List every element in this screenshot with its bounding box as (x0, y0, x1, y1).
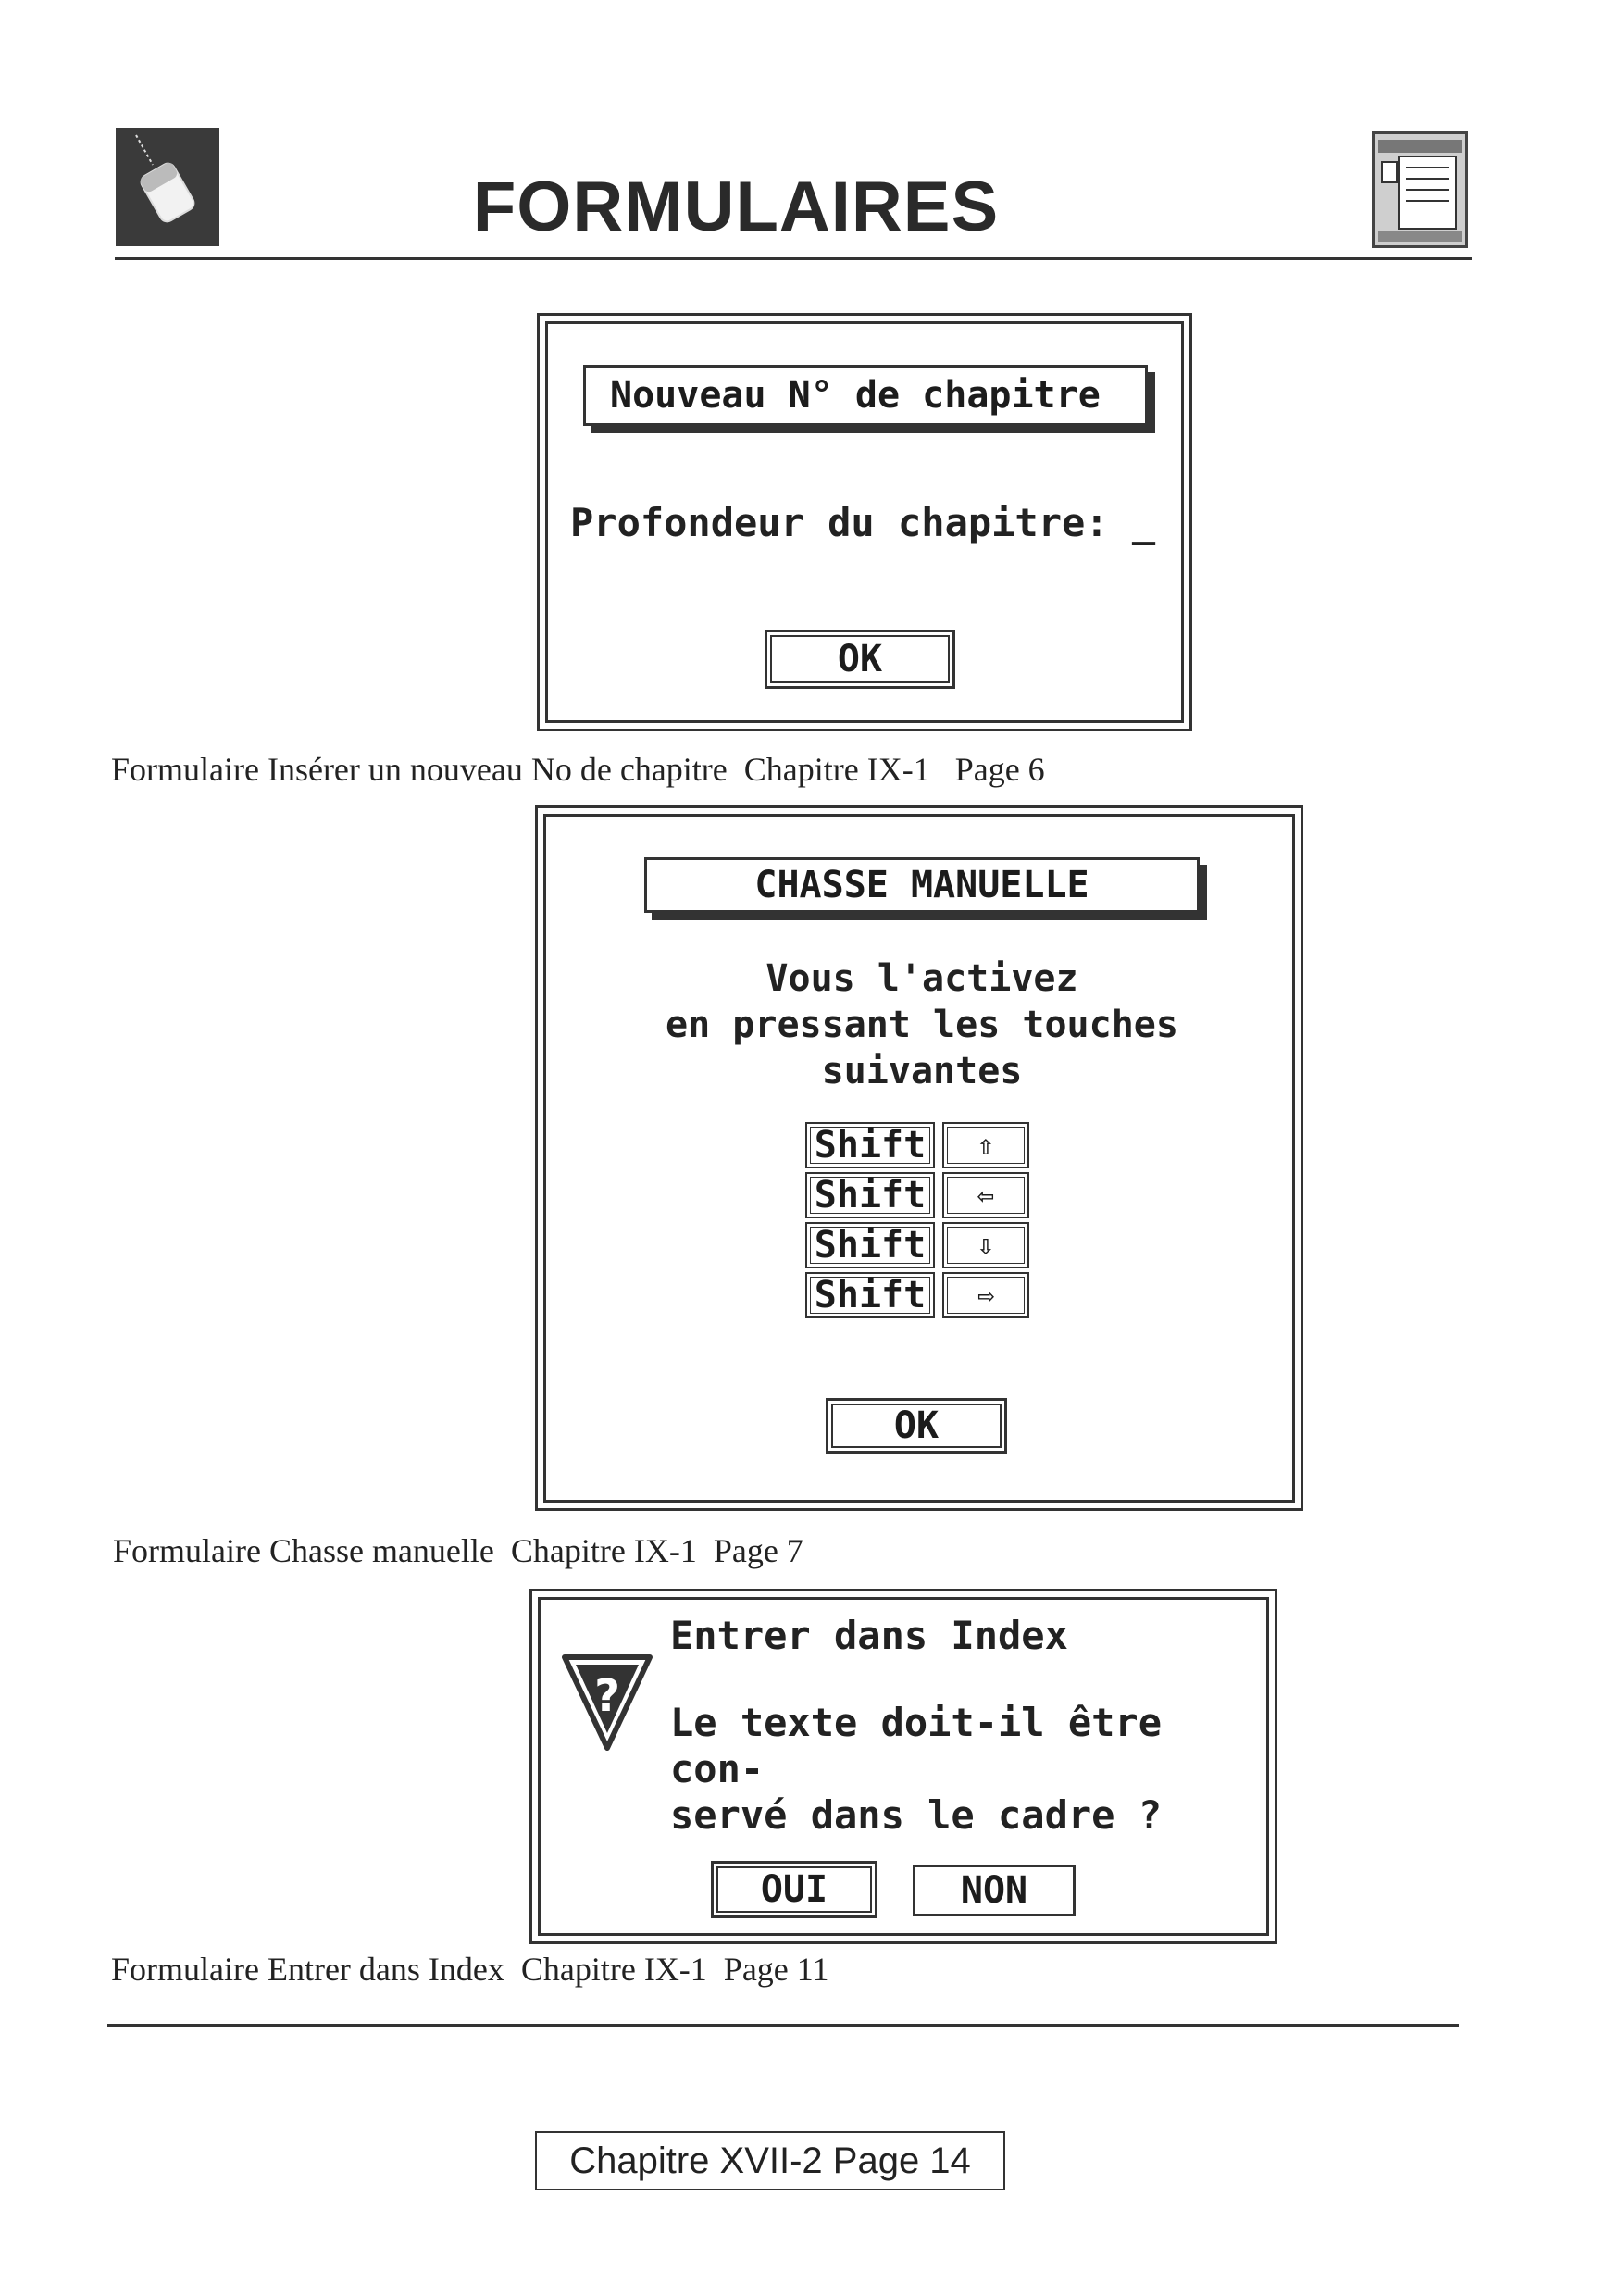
manual-kerning-dialog (535, 805, 1303, 1511)
ok-button[interactable]: OK (826, 1398, 1007, 1454)
footer-rule (107, 2024, 1459, 2027)
dialog-inner-frame (543, 814, 1295, 1503)
caption-dialog-2: Formulaire Chasse manuelle Chapitre IX-1 Page 7 (113, 1532, 803, 1569)
arrow-down-icon: ⇩ (942, 1222, 1029, 1268)
instruction-text (546, 955, 1298, 1094)
message-line: servé dans le cadre ? (670, 1792, 1163, 1838)
caption-dialog-1: Formulaire Insérer un nouveau No de chapitre Chapitre IX-1 Page 6 (111, 751, 1045, 788)
header-rule (115, 257, 1472, 260)
screen-logo (1372, 131, 1468, 248)
shift-key: Shift (805, 1172, 935, 1218)
shift-key: Shift (805, 1122, 935, 1168)
screen-thumbnail-icon (1375, 134, 1465, 245)
question-triangle-icon (561, 1652, 653, 1755)
dialog-inner-frame (545, 321, 1184, 723)
chapter-depth-field[interactable]: Profondeur du chapitre: _ (570, 500, 1156, 545)
index-entry-dialog (529, 1589, 1277, 1944)
yes-button[interactable]: OUI (711, 1861, 877, 1918)
arrow-up-icon: ⇧ (942, 1122, 1029, 1168)
no-button[interactable]: NON (913, 1865, 1076, 1916)
svg-text:?: ? (594, 1670, 620, 1722)
shift-key: Shift (805, 1222, 935, 1268)
ok-button[interactable]: OK (765, 630, 955, 689)
dialog-title: Entrer dans Index (670, 1613, 1068, 1658)
dialog-title (644, 857, 1200, 913)
caption-dialog-3: Formulaire Entrer dans Index Chapitre IX-1 Page 11 (111, 1951, 829, 1988)
dialog-inner-frame (538, 1597, 1269, 1936)
shift-key: Shift (805, 1272, 935, 1318)
new-chapter-number-dialog (537, 313, 1192, 731)
dialog-title-text: CHASSE MANUELLE (754, 864, 1089, 906)
page-title: FORMULAIRES (472, 168, 1000, 246)
dialog-title (583, 365, 1148, 426)
message-line: Le texte doit-il être con- (670, 1700, 1163, 1791)
arrow-left-icon: ⇦ (942, 1172, 1029, 1218)
instruction-line: Vous l'activez (765, 957, 1078, 1000)
dialog-message (670, 1700, 1266, 1839)
arrow-right-icon: ⇨ (942, 1272, 1029, 1318)
dialog-title-text: Nouveau N° de chapitre (610, 374, 1101, 417)
instruction-line: en pressant les touches (666, 1004, 1178, 1046)
page-number-box: Chapitre XVII-2 Page 14 (535, 2131, 1005, 2190)
instruction-line: suivantes (821, 1050, 1023, 1092)
